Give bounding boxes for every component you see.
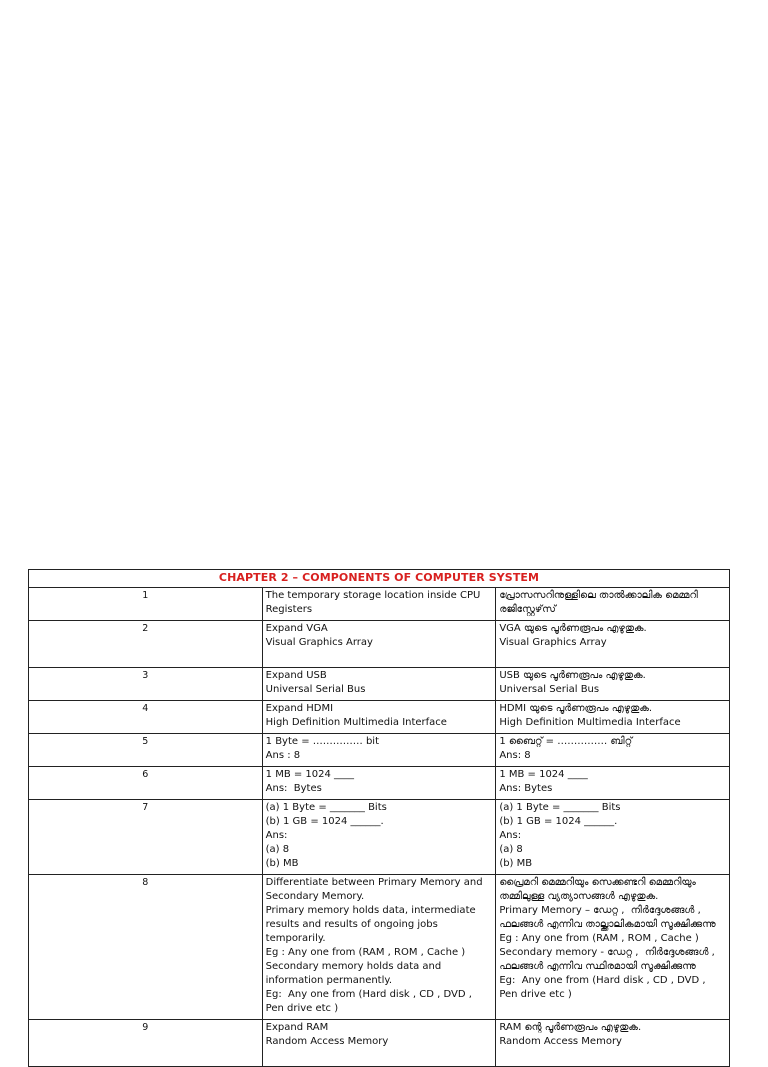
malayalam-cell [496,621,730,668]
question-number: 9 [29,1020,263,1067]
question-number: 6 [29,767,263,800]
english-line: (a) 1 Byte = _______ Bits [265,802,387,813]
malayalam-line: Random Access Memory [499,1036,622,1047]
english-line [266,650,493,664]
malayalam-line: Ans: [499,830,522,841]
table-row [29,668,730,701]
table-row [29,767,730,800]
english-cell [262,767,496,800]
english-line: 1 Byte = …………… bit [265,736,380,747]
malayalam-line: (b) MB [499,858,533,869]
malayalam-line: പ്രൈമറി മെമ്മറിയും സെക്കണ്ടറി മെമ്മറിയും തമ്മിലുള്ള വ്യത്യാസങ്ങൾ എഴുതുക. [499,877,699,902]
english-cell [262,1020,496,1067]
english-line: Visual Graphics Array [265,637,373,648]
english-line: Expand VGA [265,623,328,634]
table-row [29,621,730,668]
malayalam-line: (a) 1 Byte = _______ Bits [499,802,621,813]
table-row [29,734,730,767]
question-number: 5 [29,734,263,767]
english-line: The temporary storage location inside CPU [265,590,481,601]
malayalam-cell [496,701,730,734]
malayalam-cell [496,875,730,1020]
malayalam-line: Primary Memory – ഡേറ്റ , നിർദ്ദേശങ്ങൾ , ഫലങ്ങൾ എന്നിവ താല്ക്കാലികമായി സൂക്ഷിക്കുന്നു [499,905,716,930]
malayalam-line: Secondary memory - ഡേറ്റ , നിർദ്ദേശങ്ങൾ , ഫലങ്ങൾ എന്നിവ സ്ഥിരമായി സൂക്ഷിക്കുന്നു [499,947,719,972]
question-number: 4 [29,701,263,734]
table-row [29,800,730,875]
malayalam-line: രജിസ്റ്റേഴ്‌സ് [499,604,556,615]
malayalam-line: (b) 1 GB = 1024 ______. [499,816,618,827]
english-line: Expand HDMI [265,703,334,714]
table-row [29,701,730,734]
english-line: (a) 8 [265,844,290,855]
malayalam-line: Ans: 8 [499,750,531,761]
english-cell [262,800,496,875]
malayalam-line: പ്രോസസറിനുള്ളിലെ താൽക്കാലിക മെമ്മറി [499,590,698,601]
english-line: Primary memory holds data, intermediate results and results of ongoing jobs temporarily. [265,905,479,944]
english-cell [262,621,496,668]
table-row [29,588,730,621]
malayalam-line: Visual Graphics Array [499,637,607,648]
english-line: Ans: Bytes [265,783,322,794]
malayalam-line [499,1049,726,1063]
chapter-table-container [28,569,730,1067]
chapter-title: CHAPTER 2 – COMPONENTS OF COMPUTER SYSTEM [29,570,730,588]
table-row [29,875,730,1020]
malayalam-line: 1 ബൈറ്റ് = …………… ബിറ്റ് [499,736,633,747]
english-line: Eg: Any one from (Hard disk , CD , DVD , Pen drive etc ) [265,989,476,1014]
english-line: Ans: [265,830,288,841]
malayalam-cell [496,668,730,701]
malayalam-cell [496,734,730,767]
malayalam-line: (a) 8 [499,844,523,855]
malayalam-line [499,650,726,664]
english-line: Random Access Memory [265,1036,389,1047]
malayalam-line: Eg: Any one from (Hard disk , CD , DVD , Pen drive etc ) [499,975,709,1000]
malayalam-line: RAM ന്റെ പൂർണരൂപം എഴുതുക. [499,1022,642,1033]
malayalam-line: HDMI യുടെ പൂർണരൂപം എഴുതുക. [499,703,653,714]
english-cell [262,734,496,767]
english-cell [262,668,496,701]
english-cell [262,588,496,621]
english-line: Eg : Any one from (RAM , ROM , Cache ) [265,947,466,958]
english-line: Expand RAM [265,1022,329,1033]
malayalam-line: 1 MB = 1024 ____ [499,769,588,780]
english-line: 1 MB = 1024 ____ [265,769,355,780]
malayalam-line: VGA യുടെ പൂർണരൂപം എഴുതുക. [499,623,647,634]
malayalam-cell [496,1020,730,1067]
english-cell [262,875,496,1020]
english-line: (b) MB [265,858,299,869]
chapter-table [28,569,730,1067]
english-line: High Definition Multimedia Interface [265,717,447,728]
english-line: Expand USB [265,670,327,681]
english-line: Registers [265,604,313,615]
question-number: 3 [29,668,263,701]
english-line: Universal Serial Bus [265,684,366,695]
malayalam-line: Universal Serial Bus [499,684,600,695]
question-number: 8 [29,875,263,1020]
english-line [266,1049,493,1063]
malayalam-cell [496,588,730,621]
malayalam-line: Ans: Bytes [499,783,553,794]
malayalam-line: High Definition Multimedia Interface [499,717,681,728]
question-number: 7 [29,800,263,875]
question-number: 2 [29,621,263,668]
english-line: (b) 1 GB = 1024 ______. [265,816,384,827]
malayalam-cell [496,800,730,875]
question-number: 1 [29,588,263,621]
malayalam-line: USB യുടെ പൂർണരൂപം എഴുതുക. [499,670,646,681]
english-line: Secondary memory holds data and information permanently. [265,961,445,986]
malayalam-line: Eg : Any one from (RAM , ROM , Cache ) [499,933,699,944]
table-row [29,1020,730,1067]
english-line: Ans : 8 [265,750,301,761]
english-line: Differentiate between Primary Memory and Secondary Memory. [265,877,486,902]
english-cell [262,701,496,734]
title-row [29,570,730,588]
malayalam-cell [496,767,730,800]
